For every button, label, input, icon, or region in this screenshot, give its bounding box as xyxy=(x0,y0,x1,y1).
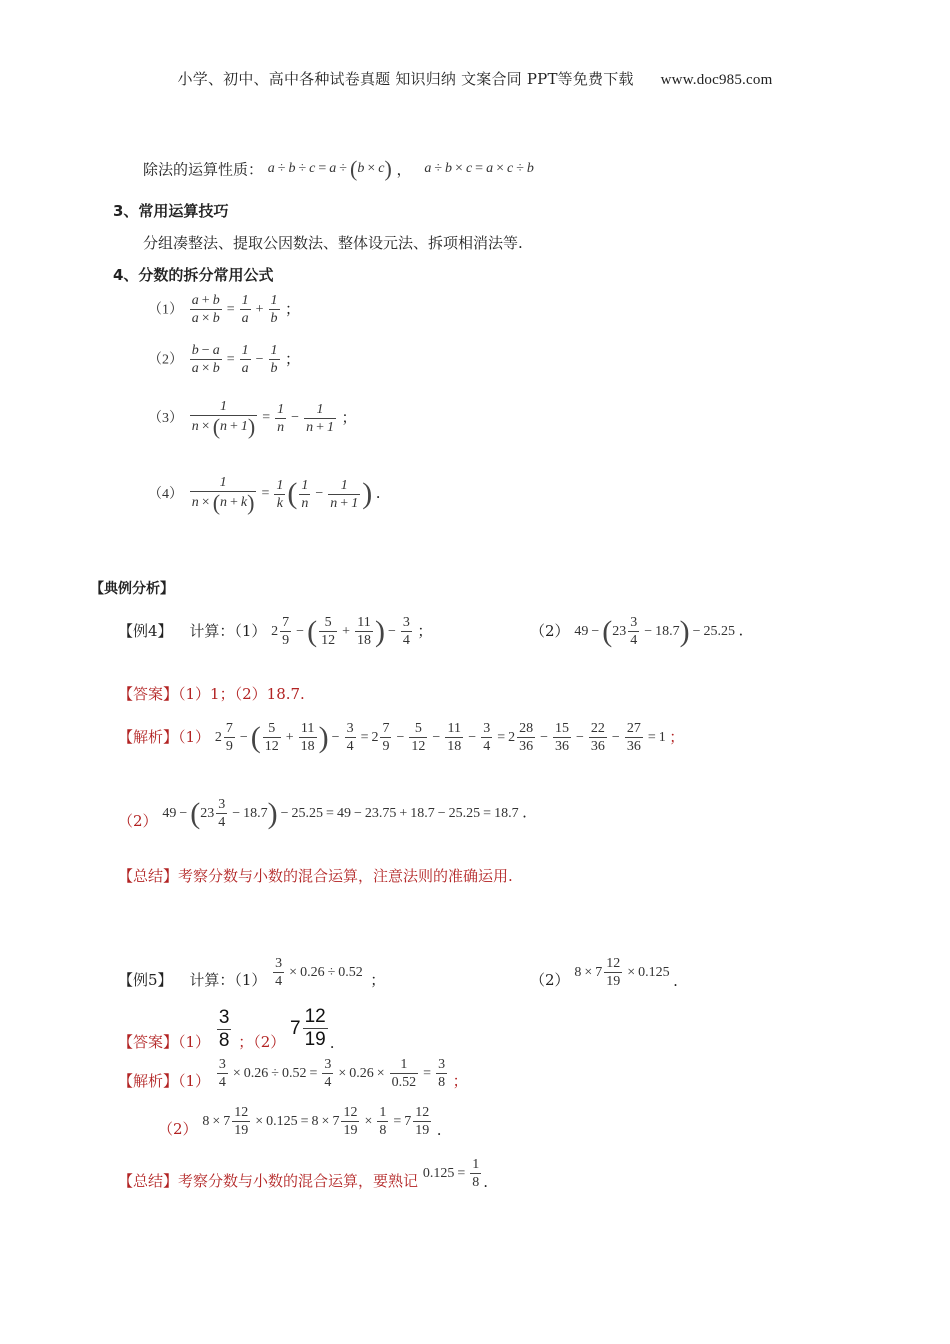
division-property-line xyxy=(143,158,534,180)
split-formula-3 xyxy=(148,398,356,438)
example-5-answer-end: . xyxy=(329,1034,335,1053)
example-5-part-2 xyxy=(530,955,678,990)
formula-3-math: $\frac{1}{n \times (n + 1)}$ = $\frac{1}{n}$ − $\frac{1}{n + 1}$ xyxy=(191,399,334,439)
formula-1-math: $\frac{a + b}{a \times b}$ = $\frac{1}{a}$ + $\frac{1}{b}$ xyxy=(191,293,278,326)
example-5-summary-formula: 0.125 = $\frac{1}{8}$ xyxy=(422,1157,480,1190)
formula-2-math: $\frac{b - a}{a \times b}$ = $\frac{1}{a}$ − $\frac{1}{b}$ xyxy=(191,343,278,376)
example-5-tag: 【例5】 xyxy=(118,971,173,989)
example-5-answer xyxy=(118,1006,335,1052)
example-5-answer-mid: ；（2） xyxy=(238,1033,286,1052)
header-site: www.doc985.com xyxy=(660,72,773,88)
example-5-analysis-expr-1: $\frac{3}{4}$ × 0.26 ÷ 0.52 = $\frac{3}{4}$ × 0.26 × $\frac{1}{0.52}$ = $\frac{3}{8}$ xyxy=(218,1057,446,1090)
formula-4-end: . xyxy=(375,484,381,503)
example-4-end-2: . xyxy=(738,621,744,640)
example-4-analysis-p2: （2） xyxy=(118,812,158,830)
split-formula-1 xyxy=(148,292,300,327)
formula-4-math: $\frac{1}{n \times (n + k)}$ = $\frac{1}{k}$ ( $\frac{1}{n}$ − $\frac{1}{n + 1}$ ) xyxy=(191,475,373,515)
example-5-summary-tag: 【总结】 xyxy=(118,1172,179,1190)
formula-1-number: （1） xyxy=(148,302,183,318)
example-5-analysis-p1: （1） xyxy=(178,1072,211,1090)
division-property-label: 除法的运算性质： xyxy=(143,160,264,179)
typical-analysis-title: 【典例分析】 xyxy=(90,581,174,597)
section-3-title: 3、常用运算技巧 xyxy=(113,202,229,220)
header-text: 小学、初中、高中各种试卷真题 知识归纳 文案合同 PPT等免费下载 xyxy=(177,70,634,88)
example-4-analysis-p1: （1） xyxy=(178,728,211,747)
example-4-analysis-end-2: . xyxy=(522,803,527,822)
example-4-analysis-2 xyxy=(118,796,527,831)
example-5-analysis-1 xyxy=(118,1056,468,1091)
example-4-analysis-expr-2: 49 − (23 $\frac{3}{4}$ − 18.7) − 25.25 = 49 − 23.75 + 18.7 − 25.25 = 18.7 xyxy=(162,796,523,830)
section-3-body: 分组凑整法、提取公因数法、整体设元法、拆项相消法等. xyxy=(143,234,523,252)
page-header xyxy=(0,68,950,89)
formula-2-number: （2） xyxy=(148,352,183,368)
example-5-expr-1: $\frac{3}{4}$ × 0.26 ÷ 0.52 xyxy=(275,956,367,989)
example-4-part-2-label: （2） xyxy=(530,622,570,641)
example-5-summary-end: . xyxy=(483,1173,488,1191)
split-formula-4 xyxy=(148,474,380,514)
example-4-summary-tag: 【总结】 xyxy=(118,867,179,885)
example-4-summary xyxy=(118,865,513,886)
example-5-answer-p1: （1） xyxy=(178,1033,211,1052)
division-property-sep: ， xyxy=(396,160,412,179)
example-4-answer-tag: 【答案】 xyxy=(118,685,179,703)
split-formula-2 xyxy=(148,342,300,377)
example-4-answer xyxy=(118,683,305,704)
section-4-title: 4、分数的拆分常用公式 xyxy=(113,266,274,284)
example-5-answer-tag: 【答案】 xyxy=(118,1033,179,1052)
example-5-answer-2-mixed: 7 $\frac{12}{19}$ xyxy=(290,1006,326,1050)
division-formula-1: a ÷ b ÷ c = a ÷ (b × c) xyxy=(267,156,392,181)
example-5-end-2: . xyxy=(673,972,678,990)
example-5-analysis-end-1: ； xyxy=(452,1072,468,1090)
example-4-tag: 【例4】 xyxy=(118,622,173,641)
example-5-analysis-tag: 【解析】 xyxy=(118,1072,179,1090)
example-5-summary xyxy=(118,1156,488,1191)
formula-4-number: （4） xyxy=(148,487,183,503)
example-5-analysis-end-2: . xyxy=(436,1121,442,1139)
example-4-end-1: ； xyxy=(417,622,433,641)
example-4-analysis-tag: 【解析】 xyxy=(118,728,179,747)
example-4-task: 计算：（1） xyxy=(189,622,267,641)
formula-3-end: ； xyxy=(341,408,357,427)
example-5-expr-2: 8 × 7 $\frac{12}{19}$ × 0.125 xyxy=(574,956,674,989)
example-4-line xyxy=(118,614,432,649)
formula-1-end: ； xyxy=(285,300,301,319)
example-5-analysis-p2: （2） xyxy=(158,1120,198,1138)
example-4-analysis-expr-1: 2 $\frac{7}{9}$ − ( $\frac{5}{12}$ + $\frac{11}{18}$ ) − $\frac{3}{4}$ = 2 $\frac{7}{9}$ − $\frac{5}{12}$ − $\frac{11}{18}$ − $\frac{3}{4}$ = 2 $\frac{28}{36}$ − $\frac{15}{36}$ − $\frac{22}{36}$ − $\frac{27}{36}$ = 1 xyxy=(214,720,670,754)
division-formula-2: a ÷ b × c = a × c ÷ b xyxy=(424,161,534,176)
example-5-analysis-2 xyxy=(158,1104,442,1139)
example-5-summary-text: 考察分数与小数的混合运算，要熟记 xyxy=(178,1172,419,1190)
example-5-analysis-expr-2: 8 × 7 $\frac{12}{19}$ × 0.125 = 8 × 7 $\frac{12}{19}$ × $\frac{1}{8}$ = 7 $\frac{12}{19}$ xyxy=(202,1105,430,1138)
formula-3-number: （3） xyxy=(148,411,183,427)
example-5-end-1: ； xyxy=(370,971,386,989)
example-4-analysis-1 xyxy=(118,720,684,755)
example-5-line xyxy=(118,955,385,990)
example-4-summary-text: 考察分数与小数的混合运算，注意法则的准确运用. xyxy=(178,867,513,885)
example-5-task: 计算：（1） xyxy=(189,971,267,989)
example-4-expr-1: 2 $\frac{7}{9}$ − ( $\frac{5}{12}$ + $\frac{11}{18}$ ) − $\frac{3}{4}$ xyxy=(271,614,410,648)
example-4-expr-2: 49 − (23 $\frac{3}{4}$ − 18.7) − 25.25 xyxy=(574,614,739,648)
example-4-part-2 xyxy=(530,614,743,649)
example-5-part-2-label: （2） xyxy=(530,971,570,989)
example-5-answer-1-fraction: $\frac{3}{8}$ xyxy=(218,1007,230,1052)
formula-2-end: ； xyxy=(285,350,301,369)
example-4-answer-text: （1）1；（2）18.7. xyxy=(178,685,305,703)
example-4-analysis-end-1: ； xyxy=(669,728,685,747)
